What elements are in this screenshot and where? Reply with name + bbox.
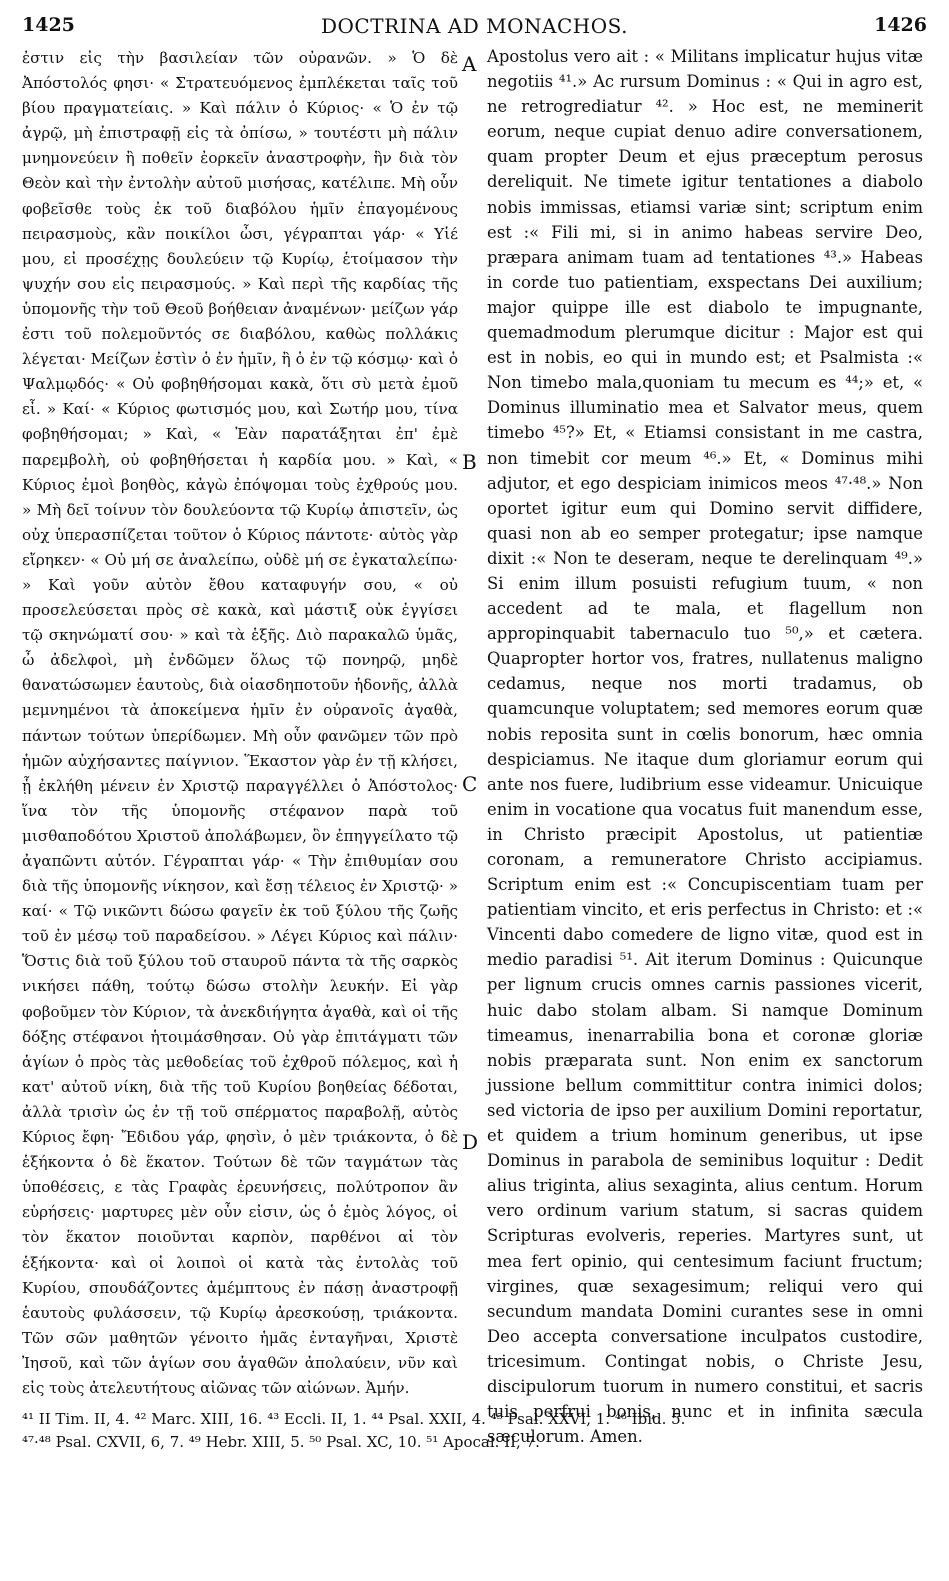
right-page-number: 1426 xyxy=(874,14,927,36)
footnotes-line-2: ⁴⁷·⁴⁸ Psal. CXVII, 6, 7. ⁴⁹ Hebr. XIII, 5. ⁵⁰ Psal. XC, 10. ⁵¹ Apocal. II, 7. xyxy=(22,1433,540,1451)
page-header xyxy=(22,14,927,42)
running-title: DOCTRINA AD MONACHOS. xyxy=(321,14,628,38)
margin-letter-b: B xyxy=(462,450,477,474)
margin-letter-c: C xyxy=(462,772,478,796)
greek-column: ἐστιν εἰς τὴν βασιλείαν τῶν οὐρανῶν. » Ὁ δὲ Ἀπόστολός φησι· « Στρατευόμενος ἐμπλέκεται ταῖς τοῦ βίου πραγματείαις. » Καὶ πάλιν ὁ Κύριος· « Ὁ ἐν τῷ ἀγρῷ, μὴ ἐπιστραφῇ εἰς τὰ ὀπίσω, » τουτέστι μὴ πάλιν μνημονεύειν ἢ ποθεῖν ἐορκεῖν ἀναστροφὴν, ἣν διὰ τὸν Θεὸν καὶ τὴν ἐντολὴν αὐτοῦ μισήσας, κατέλιπε. Μὴ οὖν φοβεῖσθε τοὺς ἐκ τοῦ διαβόλου ἡμῖν ἐπαγομένους πειρασμοὺς, κἂν ποικίλοι ὦσι, γέγραπται γάρ· « Υἱέ μου, εἰ προσέχῃς δουλεύειν τῷ Κυρίῳ, ἑτοίμασον τὴν ψυχήν σου εἰς πειρασμούς. » Καὶ περὶ τῆς καρδίας τῆς ὑπομονῆς τὴν τοῦ Θεοῦ βοήθειαν ἀναμένων· μείζων γάρ ἐστι τοῦ πολεμοῦντός σε διαβόλου, καθὼς πολλάκις λέγεται· Μείζων ἐστὶν ὁ ἐν ἡμῖν, ἢ ὁ ἐν τῷ κόσμῳ· καὶ ὁ Ψαλμῳδός· « Οὐ φοβηθήσομαι κακὰ, ὅτι σὺ μετὰ ἐμοῦ εἶ. » Καί· « Κύριος φωτισμός μου, καὶ Σωτήρ μου, τίνα φοβηθήσομαι; » Καὶ, « Ἐὰν παρατάξηται ἐπ' ἐμὲ παρεμβολὴ, οὐ φοβηθήσεται ἡ καρδία μου. » Καὶ, « Κύριος ἐμοὶ βοηθὸς, κἀγὼ ἐπόψομαι τοὺς ἐχθρούς μου. » Μὴ δεῖ τοίνυν τὸν δουλεύοντα τῷ Κυρίῳ ἀπιστεῖν, ὡς οὐχ ὑπερασπίζεται τοῦτον ὁ Κύριος πάντοτε· αὐτὸς γὰρ εἴρηκεν· « Οὐ μή σε ἀναλείπω, οὐδὲ μή σε ἐγκαταλείπω· » Καὶ γοῦν αὐτὸν ἔθου καταφυγήν σου, « οὐ προσελεύσεται πρὸς σὲ κακὰ, καὶ μάστιξ οὐκ ἐγγίσει τῷ σκηνώματί σου· » καὶ τὰ ἑξῆς. Διὸ παρακαλῶ ὑμᾶς, ὦ ἀδελφοὶ, μὴ ἐνδῶμεν ὅλως τῷ πονηρῷ, μηδὲ θανατώσωμεν ἑαυτοὺς, διὰ οἱασδηποτοῦν ἡδονῆς, ἀλλὰ μεμνημένοι τὰ ἀποκείμενα ἡμῖν ἐν οὐρανοῖς ἀγαθὰ, πάντων τούτων ὑπερίδωμεν. Μὴ οὖν φανῶμεν τῶν πρὸ ἡμῶν αὐχήσαντες παίγνιον. Ἕκαστον γὰρ ἐν τῇ κλήσει, ᾗ ἐκλήθη μένειν ἐν Χριστῷ παραγγέλλει ὁ Ἀπόστολος· ἵνα τὸν τῆς ὑπομονῆς στέφανον παρὰ τοῦ μισθαποδότου Χριστοῦ ἀπολάβωμεν, ὃν ἐπηγγείλατο τῷ ἀγαπῶντι αὐτόν. Γέγραπται γάρ· « Τὴν ἐπιθυμίαν σου διὰ τῆς ὑπομονῆς νίκησον, καὶ ἔσῃ τέλειος ἐν Χριστῷ· » καί· « Τῷ νικῶντι δώσω φαγεῖν ἐκ τοῦ ξύλου τῆς ζωῆς τοῦ ἐν μέσῳ τοῦ παραδείσου. » Λέγει Κύριος καὶ πάλιν· Ὅστις διὰ τοῦ ξύλου τοῦ σταυροῦ πάντα τὰ τῆς σαρκὸς νικήσει πάθη, τούτῳ δώσω στολὴν λευκήν. Εἰ γὰρ φοβοῦμεν τὸν Κύριον, τὰ ἀνεκδιήγητα ἀγαθὰ, καὶ οἱ τῆς δόξης στέφανοι ἡτοιμάσθησαν. Οὐ γὰρ ἐπιτάγματι τῶν ἁγίων ὁ πρὸς τὰς μεθοδείας τοῦ ἐχθροῦ πόλεμος, καὶ ἡ κατ' αὐτοῦ νίκη, διὰ τῆς τοῦ Κυρίου βοηθείας δέδοται, ἀλλὰ τρισὶν ὡς ἐν τῇ τοῦ σπέρματος παραβολῇ, αὐτὸς Κύριος ἔφη· Ἔδιδου γάρ, φησὶν, ὁ μὲν τριάκοντα, ὁ δὲ ἑξήκοντα ὁ δὲ ἕκατον. Τούτων δὲ τῶν ταγμάτων τὰς ὑποθέσεις, ε τὰς Γραφὰς ἐρευνήσεις, πολύτροπον ἂν εὑρήσεις· μαρτυρες μὲν οὖν εἰσιν, ὡς ὁ ἐμὸς λόγος, οἱ τὸν ἕκατον ποιοῦνται καρπὸν, παρθένοι αἱ τὸν ἑξήκοντα· καὶ οἱ λοιποὶ οἱ κατὰ τὰς ἐντολὰς τοῦ Κυρίου, σπουδάζοντες ἀμέμπτους ἐν πάσῃ ἀναστροφῇ ἑαυτοὺς φυλάσσειν, τῷ Κυρίῳ ἀρεσκούσῃ, τριάκοντα. Τῶν σῶν μαθητῶν γένοιτο ἡμᾶς ἐνταγῆναι, Χριστὲ Ἰησοῦ, καὶ τῶν ἁγίων σου ἀγαθῶν ἀπολαύειν, νῦν καὶ εἰς τοὺς ἀτελευτήτους αἰῶνας τῶν αἰώνων. Ἀμήν. xyxy=(22,49,458,1397)
left-page-number: 1425 xyxy=(22,14,75,36)
latin-column: Apostolus vero ait : « Militans implicatur hujus vitæ negotiis ⁴¹.» Ac rursum Dominus : « Qui in agro est, ne retrogrediatur ⁴². » Hoc est, ne meminerit eorum, neque cupiat denuo adire conversationem, quam propter Deum et ejus præceptum perosus dereliquit. Ne timete igitur tentationes a diabolo nobis immissas, etiamsi variæ sint; scriptum enim est :« Fili mi, si in animo habeas servire Deo, præpara animam tuam ad tentationes ⁴³.» Habeas in corde tuo patientiam, exspectans Dei auxilium; major quippe ille est diabolo te impugnante, quemadmodum plerumque dicitur : Major est qui est in nobis, eo qui in mundo est; et Psalmista :« Non timebo mala,quoniam tu mecum es ⁴⁴;» et, « Dominus illuminatio mea et Salvator meus, quem timebo ⁴⁵?» Et, « Etiamsi consistant in me castra, non timebit cor meum ⁴⁶.» Et, « Dominus mihi adjutor, et ego despiciam inimicos meos ⁴⁷·⁴⁸.» Non oportet igitur eum qui Domino servit diffidere, quasi non ab eo semper protegatur; ipse namque dixit :« Non te deseram, neque te derelinquam ⁴⁹.» Si enim illum posuisti refugium tuum, « non accedent ad te mala, et flagellum non appropinquabit tabernaculo tuo ⁵⁰,» et cætera. Quapropter hortor vos, fratres, nullatenus maligno cedamus, neque nos morti tradamus, ob quamcunque voluptatem; sed memores eorum quæ nobis reposita sunt in cœlis bonorum, hæc omnia despiciamus. Ne itaque dum gloriamur eorum qui ante nos fuere, ludibrium esse videamur. Unicuique enim in vocatione qua vocatus fuit manendum esse, in Christo præcipit Apostolus, ut patientiæ coronam, a remuneratore Christo accipiamus. Scriptum enim est :« Concupiscentiam tuam per patientiam vincito, et eris perfectus in Christo: et :« Vincenti dabo comedere de ligno vitæ, quod est in medio paradisi ⁵¹. Ait iterum Dominus : Quicunque per lignum crucis omnes carnis passiones vicerit, huic dabo stolam albam. Si namque Dominum timeamus, inenarrabilia bona et coronæ gloriæ nobis præparata sunt. Non enim ex sanctorum jussione bellum committitur contra inimici dolos; sed victoria de ipso per auxilium Domini reportatur, et quidem a trium hominum generibus, ut ipse Dominus in parabola de seminibus loquitur : Dedit alius triginta, alius sexaginta, alius centum. Horum vero ordinum varium statum, si sacras quidem Scripturas evolveris, reperies. Martyres sunt, ut mea fert opinio, qui centesimum faciunt fructum; virgines, quæ sexagesimum; reliqui vero qui secundum mandata Domini curantes sese in omni Deo accepta conversatione inculpatos custodire, tricesimum. Contingat nobis, o Christe Jesu, discipulorum tuorum in numero constitui, et sacris tuis perfrui bonis, nunc et in infinita sæcula sæculorum. Amen. xyxy=(487,47,923,1447)
margin-letter-a: A xyxy=(462,52,477,76)
footnotes-line-1: ⁴¹ II Tim. II, 4. ⁴² Marc. XIII, 16. ⁴³ Eccli. II, 1. ⁴⁴ Psal. XXII, 4. ⁴⁵ Psal. XXVI, 1. ⁴⁶ Ibid. 5. xyxy=(22,1410,686,1428)
margin-letter-d: D xyxy=(462,1130,479,1154)
